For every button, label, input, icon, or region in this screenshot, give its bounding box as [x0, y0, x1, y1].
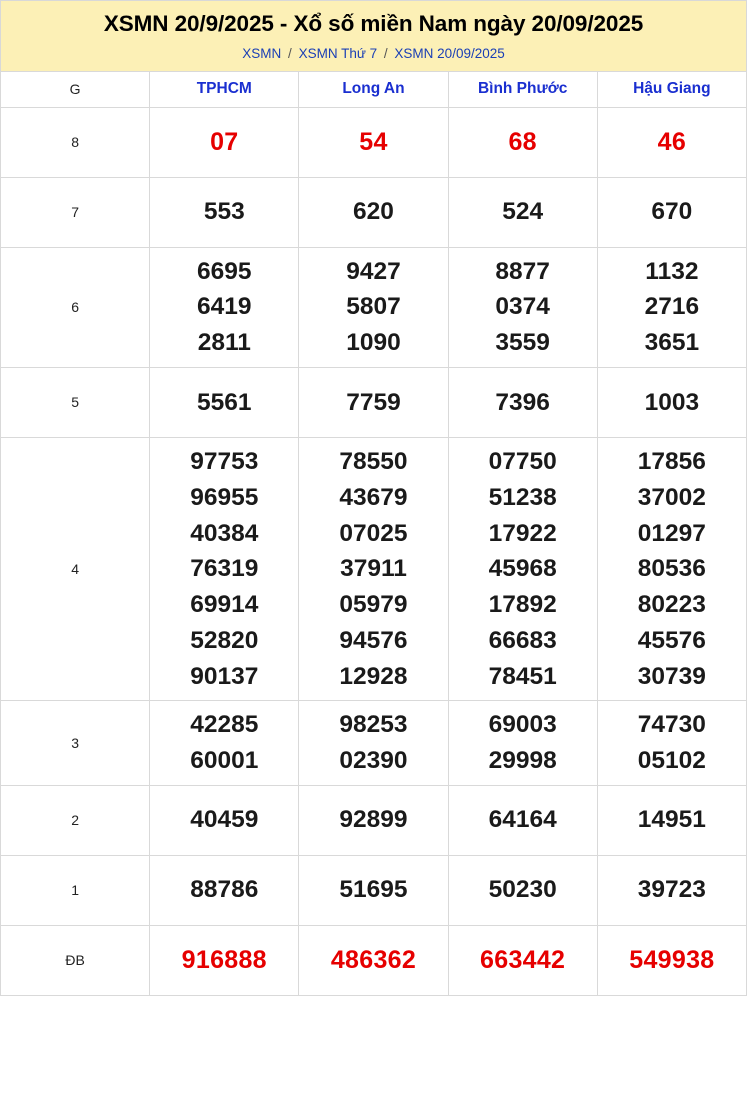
number: 8877: [495, 257, 550, 285]
number: 1090: [346, 329, 401, 357]
number: 92899: [339, 806, 408, 834]
number: 45968: [488, 555, 557, 583]
number: 80223: [637, 591, 706, 619]
breadcrumb-item-current-date[interactable]: XSMN 20/09/2025: [394, 46, 505, 62]
column-header-prize: G: [1, 71, 150, 107]
number: 620: [353, 198, 394, 226]
number: 96955: [190, 483, 259, 511]
column-header-hau-giang[interactable]: Hậu Giang: [597, 71, 746, 107]
table-row: [1, 925, 747, 995]
breadcrumb: [1, 45, 746, 63]
number: 51695: [339, 876, 408, 904]
page-header: [0, 0, 747, 71]
number: 5807: [346, 293, 401, 321]
number: 30739: [637, 662, 706, 690]
prize-numbers-binh-phuoc: [448, 177, 597, 247]
number: 66683: [488, 626, 557, 654]
column-header-binh-phuoc[interactable]: Bình Phước: [448, 71, 597, 107]
prize-numbers-binh-phuoc: [448, 247, 597, 367]
number: 486362: [330, 946, 417, 975]
number: 3559: [495, 329, 550, 357]
column-header-long-an[interactable]: Long An: [299, 71, 448, 107]
prize-numbers-hau-giang: [597, 107, 746, 177]
number: 39723: [637, 876, 706, 904]
number: 40384: [190, 519, 259, 547]
table-row: [1, 177, 747, 247]
prize-numbers-binh-phuoc: [448, 925, 597, 995]
prize-label: 2: [1, 785, 150, 855]
table-head: [1, 71, 747, 107]
number: 52820: [190, 626, 259, 654]
number: 98253: [339, 711, 408, 739]
prize-numbers-hau-giang: [597, 437, 746, 700]
prize-numbers-hau-giang: [597, 925, 746, 995]
number: 6419: [197, 293, 252, 321]
prize-numbers-binh-phuoc: [448, 437, 597, 700]
number: 916888: [181, 946, 267, 975]
number: 17922: [488, 519, 557, 547]
number: 74730: [637, 711, 706, 739]
prize-label: 7: [1, 177, 150, 247]
table-row: [1, 367, 747, 437]
prize-numbers-long-an: [299, 855, 448, 925]
number: 1003: [644, 388, 700, 416]
number: 42285: [190, 711, 259, 739]
prize-label: 3: [1, 701, 150, 786]
column-header-tphcm[interactable]: TPHCM: [150, 71, 299, 107]
number: 43679: [339, 483, 408, 511]
lottery-result-table: [0, 71, 747, 996]
prize-numbers-long-an: [299, 437, 448, 700]
number: 524: [502, 198, 544, 226]
number: 37911: [340, 555, 407, 583]
number: 5561: [197, 388, 252, 416]
breadcrumb-separator: /: [288, 46, 292, 62]
table-row: [1, 785, 747, 855]
prize-numbers-tphcm: [150, 855, 299, 925]
number: 40459: [190, 806, 259, 834]
number: 29998: [488, 747, 557, 775]
number: 97753: [190, 447, 259, 475]
prize-numbers-binh-phuoc: [448, 107, 597, 177]
prize-numbers-binh-phuoc: [448, 785, 597, 855]
number: 0374: [495, 293, 550, 321]
number: 9427: [346, 257, 401, 285]
prize-numbers-binh-phuoc: [448, 855, 597, 925]
number: 78451: [488, 662, 557, 690]
number: 7759: [346, 388, 401, 416]
prize-numbers-hau-giang: [597, 785, 746, 855]
number: 90137: [190, 662, 259, 690]
prize-numbers-hau-giang: [597, 855, 746, 925]
prize-numbers-binh-phuoc: [448, 367, 597, 437]
number: 46: [657, 127, 687, 156]
prize-numbers-hau-giang: [597, 247, 746, 367]
number: 17892: [488, 591, 557, 619]
table-row: [1, 247, 747, 367]
table-row: [1, 437, 747, 700]
number: 07025: [339, 519, 408, 547]
number: 78550: [339, 447, 408, 475]
prize-numbers-hau-giang: [597, 177, 746, 247]
prize-numbers-long-an: [299, 247, 448, 367]
number: 663442: [480, 946, 566, 975]
number: 50230: [488, 876, 557, 904]
prize-numbers-long-an: [299, 785, 448, 855]
number: 69003: [488, 711, 557, 739]
prize-numbers-hau-giang: [597, 367, 746, 437]
number: 07750: [488, 447, 557, 475]
table-row: [1, 107, 747, 177]
prize-numbers-hau-giang: [597, 701, 746, 786]
number: 80536: [637, 555, 706, 583]
prize-numbers-tphcm: [150, 437, 299, 700]
number: 01297: [637, 519, 706, 547]
table-row: [1, 701, 747, 786]
table-body: [1, 107, 747, 995]
table-header-row: [1, 71, 747, 107]
prize-numbers-long-an: [299, 177, 448, 247]
number: 37002: [637, 483, 706, 511]
prize-numbers-long-an: [299, 701, 448, 786]
breadcrumb-item-xsmn[interactable]: XSMN: [242, 46, 282, 62]
number: 14951: [637, 806, 706, 834]
prize-label: 6: [1, 247, 150, 367]
prize-numbers-long-an: [299, 925, 448, 995]
number: 05979: [339, 591, 408, 619]
prize-label: ĐB: [1, 925, 150, 995]
prize-numbers-tphcm: [150, 107, 299, 177]
number: 07: [210, 127, 239, 156]
number: 6695: [197, 257, 252, 285]
page-title: XSMN 20/9/2025 - Xổ số miền Nam ngày 20/09/2025: [103, 11, 644, 36]
number: 69914: [190, 591, 259, 619]
breadcrumb-item-xsmn-thu-7[interactable]: XSMN Thứ 7: [298, 46, 378, 62]
number: 68: [508, 127, 537, 156]
number: 76319: [190, 555, 259, 583]
number: 51238: [488, 483, 557, 511]
prize-numbers-tphcm: [150, 701, 299, 786]
prize-numbers-tphcm: [150, 367, 299, 437]
number: 12928: [339, 662, 408, 690]
number: 45576: [637, 626, 706, 654]
number: 05102: [637, 747, 706, 775]
table-row: [1, 855, 747, 925]
prize-numbers-tphcm: [150, 785, 299, 855]
number: 3651: [644, 329, 700, 357]
prize-numbers-long-an: [299, 367, 448, 437]
number: 553: [203, 198, 245, 226]
number: 02390: [339, 747, 408, 775]
number: 2811: [197, 329, 251, 357]
number: 670: [651, 198, 693, 226]
number: 1132: [645, 257, 699, 285]
number: 60001: [190, 747, 259, 775]
breadcrumb-separator: /: [383, 46, 388, 62]
prize-numbers-tphcm: [150, 247, 299, 367]
number: 17856: [637, 447, 706, 475]
prize-label: 8: [1, 107, 150, 177]
prize-numbers-binh-phuoc: [448, 701, 597, 786]
number: 54: [359, 127, 388, 156]
number: 2716: [644, 293, 700, 321]
prize-numbers-tphcm: [150, 177, 299, 247]
number: 88786: [190, 876, 259, 904]
number: 7396: [495, 388, 550, 416]
number: 549938: [629, 946, 715, 975]
number: 64164: [488, 806, 557, 834]
number: 94576: [339, 626, 408, 654]
prize-label: 5: [1, 367, 150, 437]
prize-label: 4: [1, 437, 150, 700]
prize-numbers-long-an: [299, 107, 448, 177]
prize-label: 1: [1, 855, 150, 925]
prize-numbers-tphcm: [150, 925, 299, 995]
